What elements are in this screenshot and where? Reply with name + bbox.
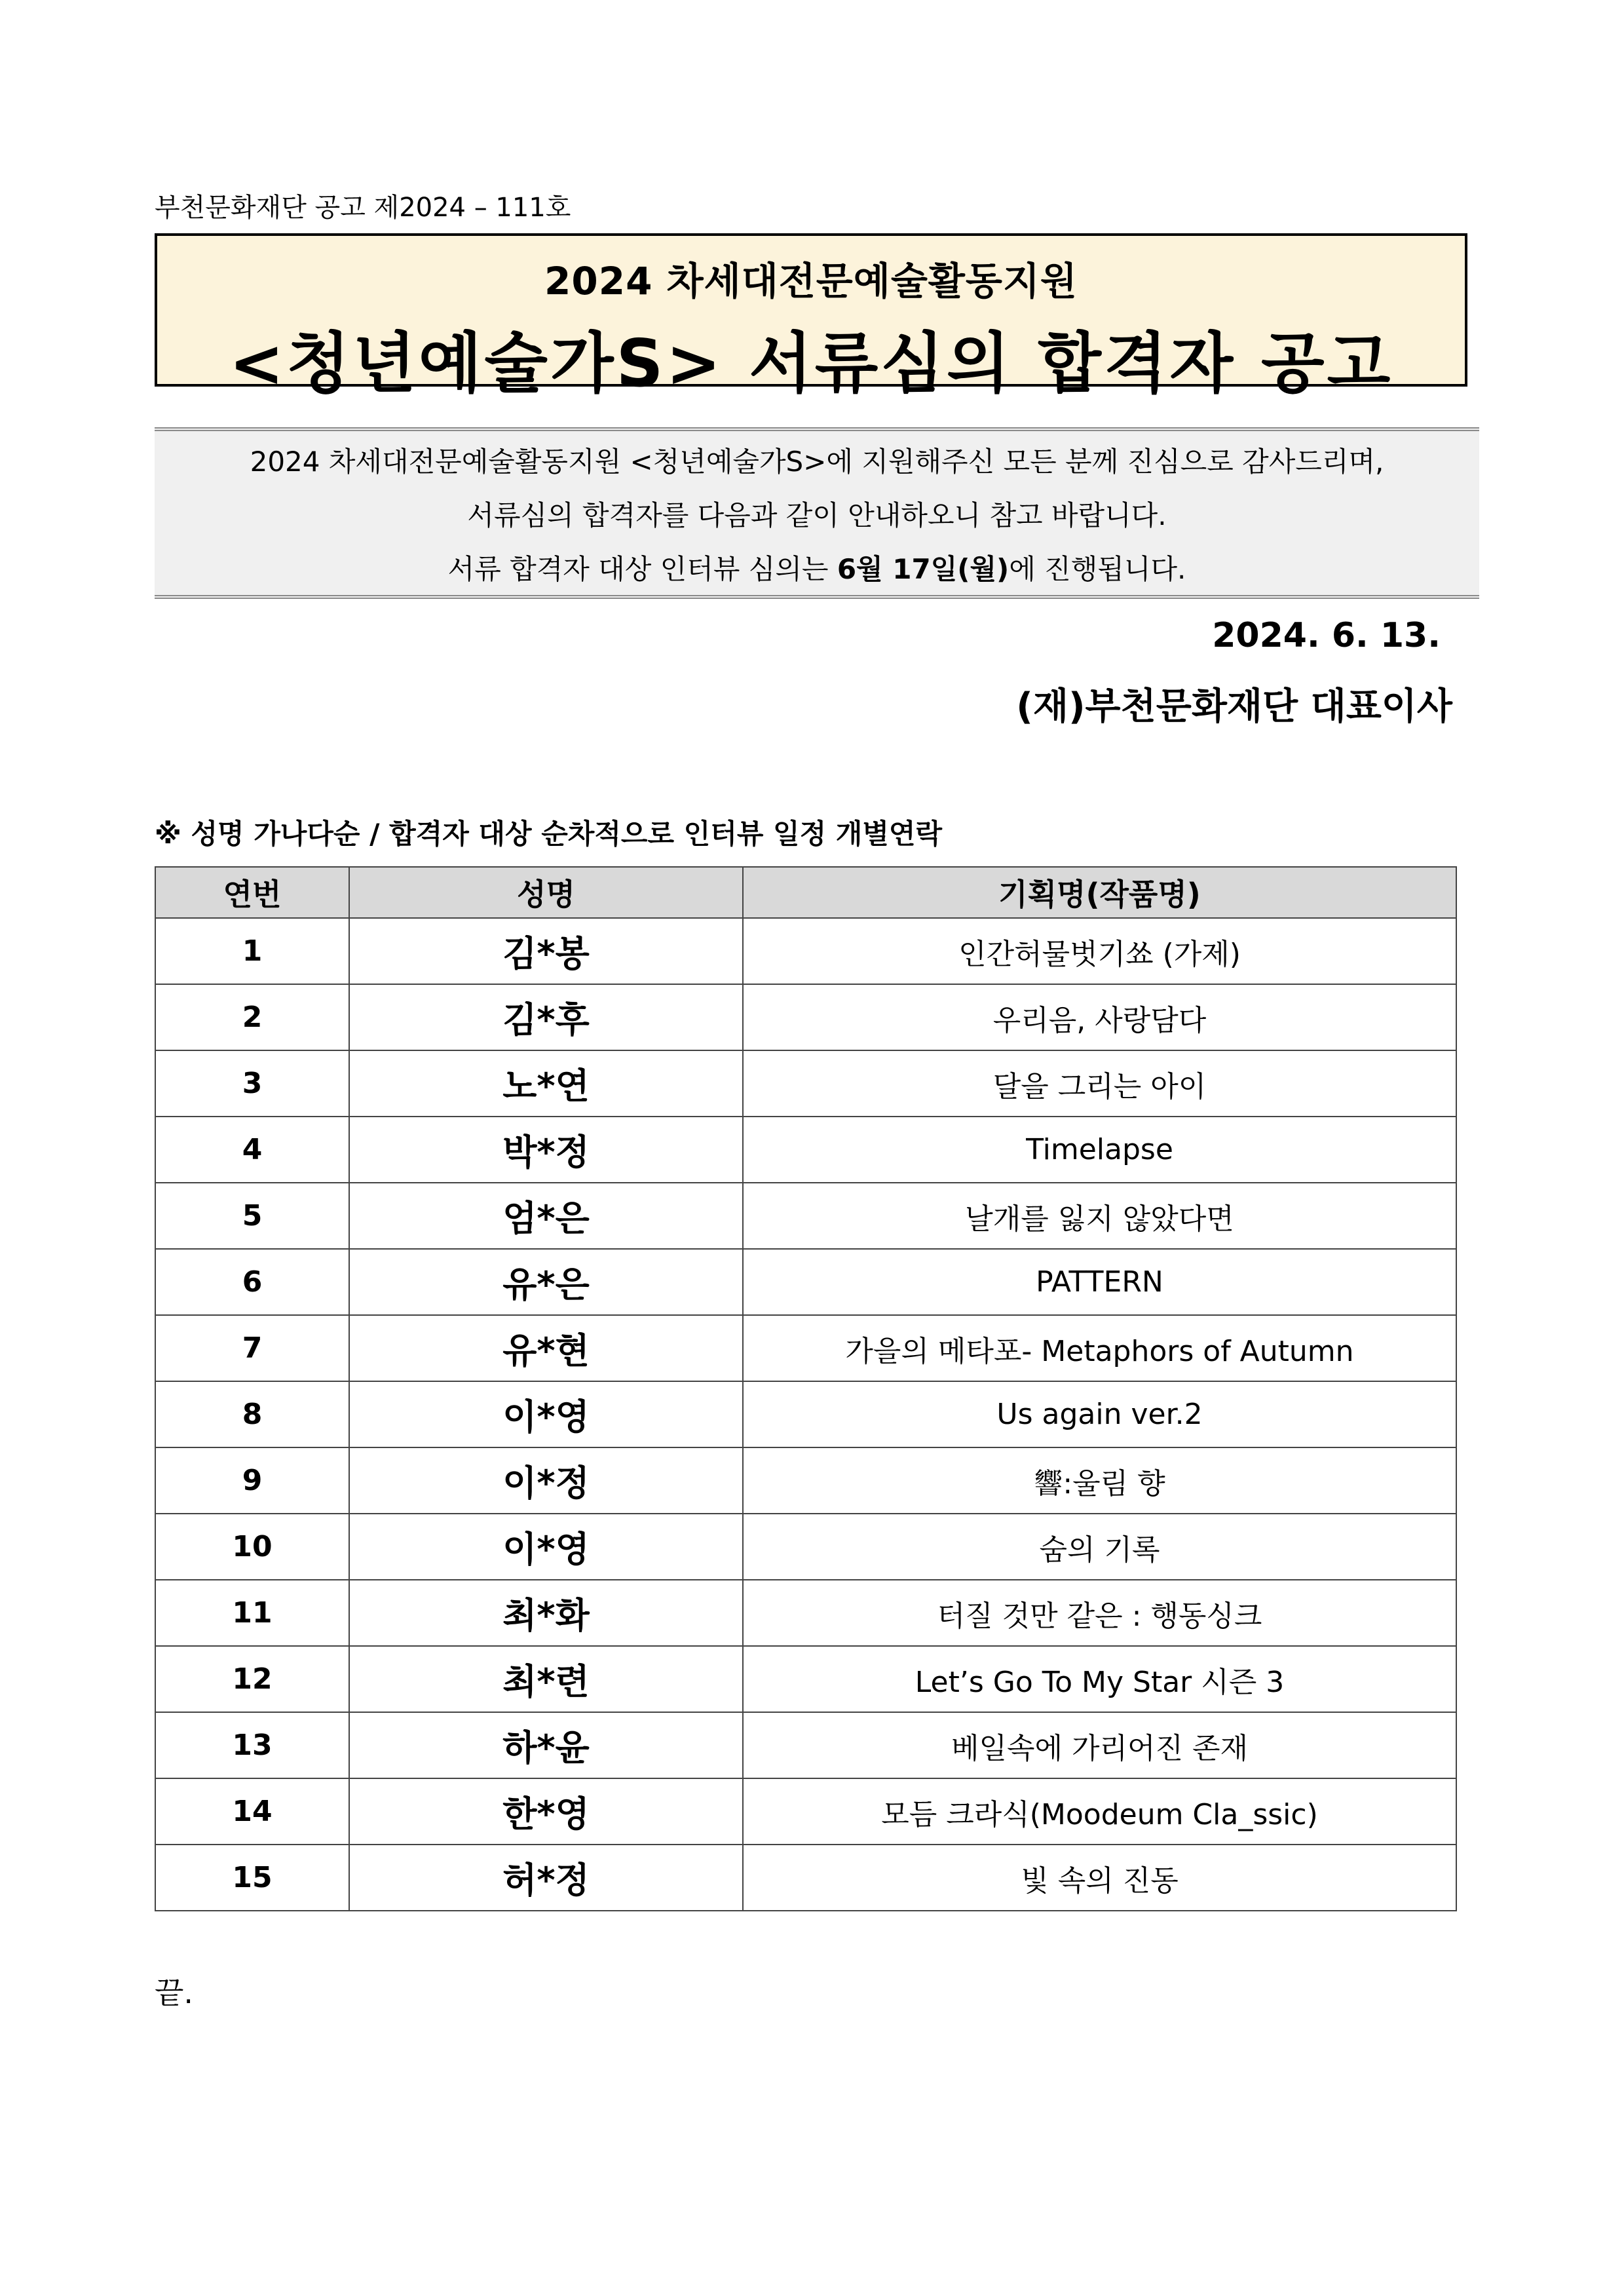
header-name: 성명 — [349, 867, 743, 918]
row-name: 최*화 — [349, 1580, 743, 1646]
table-row — [155, 1778, 1456, 1845]
page-title: <청년예술가S> 서류심의 합격자 공고 — [229, 325, 1393, 402]
title-box — [155, 233, 1467, 402]
row-number: 9 — [155, 1447, 349, 1514]
intro-line-3-prefix: 서류 합격자 대상 인터뷰 심의는 — [447, 553, 837, 585]
results-table — [155, 866, 1457, 1911]
issuer: (재)부천문화재단 대표이사 — [1016, 685, 1452, 728]
row-project: 響:울림 향 — [743, 1447, 1456, 1514]
table-row — [155, 1845, 1456, 1911]
row-name: 한*영 — [349, 1778, 743, 1845]
row-number: 14 — [155, 1778, 349, 1845]
table-note: ※ 성명 가나다순 / 합격자 대상 순차적으로 인터뷰 일정 개별연락 — [155, 818, 943, 850]
row-project: Let’s Go To My Star 시즌 3 — [743, 1646, 1456, 1712]
notice-number: 부천문화재단 공고 제2024 – 111호 — [155, 193, 571, 223]
row-project: 터질 것만 같은 : 행동싱크 — [743, 1580, 1456, 1646]
row-project: PATTERN — [743, 1249, 1456, 1315]
header-project: 기획명(작품명) — [743, 867, 1456, 918]
row-number: 2 — [155, 984, 349, 1050]
table-row — [155, 1514, 1456, 1580]
row-name: 엄*은 — [349, 1183, 743, 1249]
row-project: 빛 속의 진동 — [743, 1845, 1456, 1911]
row-number: 13 — [155, 1712, 349, 1778]
row-name: 김*후 — [349, 984, 743, 1050]
intro-box — [155, 427, 1479, 599]
row-name: 유*은 — [349, 1249, 743, 1315]
table-row — [155, 1712, 1456, 1778]
row-name: 이*정 — [349, 1447, 743, 1514]
row-project: 달을 그리는 아이 — [743, 1050, 1456, 1117]
row-project: Us again ver.2 — [743, 1381, 1456, 1447]
row-name: 이*영 — [349, 1514, 743, 1580]
intro-line-1: 2024 차세대전문예술활동지원 <청년예술가S>에 지원해주신 모든 분께 진심으로 감사드리며, — [250, 446, 1384, 478]
row-project: 우리음, 사랑담다 — [743, 984, 1456, 1050]
table-row — [155, 1447, 1456, 1514]
row-name: 하*윤 — [349, 1712, 743, 1778]
notice-date: 2024. 6. 13. — [1212, 616, 1441, 655]
table-row — [155, 918, 1456, 984]
intro-line-2: 서류심의 합격자를 다음과 같이 안내하오니 참고 바랍니다. — [467, 499, 1167, 531]
row-name: 김*봉 — [349, 918, 743, 984]
row-project: 모듬 크라식(Moodeum Cla_ssic) — [743, 1778, 1456, 1845]
intro-line-3 — [155, 543, 1479, 596]
table-row — [155, 1646, 1456, 1712]
header-number: 연번 — [155, 867, 349, 918]
table-row — [155, 984, 1456, 1050]
row-number: 5 — [155, 1183, 349, 1249]
row-number: 15 — [155, 1845, 349, 1911]
end-mark: 끝. — [155, 1975, 194, 2010]
row-name: 최*련 — [349, 1646, 743, 1712]
row-name: 노*연 — [349, 1050, 743, 1117]
intro-line-3-suffix: 에 진행됩니다. — [1009, 553, 1186, 585]
row-number: 10 — [155, 1514, 349, 1580]
title-subtitle: 2024 차세대전문예술활동지원 — [544, 259, 1078, 303]
row-name: 박*정 — [349, 1117, 743, 1183]
row-number: 12 — [155, 1646, 349, 1712]
table-row — [155, 1050, 1456, 1117]
row-project: 베일속에 가리어진 존재 — [743, 1712, 1456, 1778]
row-name: 이*영 — [349, 1381, 743, 1447]
table-row — [155, 1249, 1456, 1315]
row-number: 3 — [155, 1050, 349, 1117]
row-number: 8 — [155, 1381, 349, 1447]
interview-date: 6월 17일(월) — [837, 553, 1010, 585]
row-number: 4 — [155, 1117, 349, 1183]
table-row — [155, 1381, 1456, 1447]
row-project: Timelapse — [743, 1117, 1456, 1183]
table-row — [155, 1315, 1456, 1381]
row-project: 인간허물벗기쑈 (가제) — [743, 918, 1456, 984]
table-row — [155, 1183, 1456, 1249]
table-header-row — [155, 867, 1456, 918]
row-number: 7 — [155, 1315, 349, 1381]
table-row — [155, 1580, 1456, 1646]
table-row — [155, 1117, 1456, 1183]
row-number: 1 — [155, 918, 349, 984]
row-number: 11 — [155, 1580, 349, 1646]
row-project: 숨의 기록 — [743, 1514, 1456, 1580]
row-number: 6 — [155, 1249, 349, 1315]
row-name: 허*정 — [349, 1845, 743, 1911]
row-name: 유*현 — [349, 1315, 743, 1381]
row-project: 날개를 잃지 않았다면 — [743, 1183, 1456, 1249]
row-project: 가을의 메타포- Metaphors of Autumn — [743, 1315, 1456, 1381]
